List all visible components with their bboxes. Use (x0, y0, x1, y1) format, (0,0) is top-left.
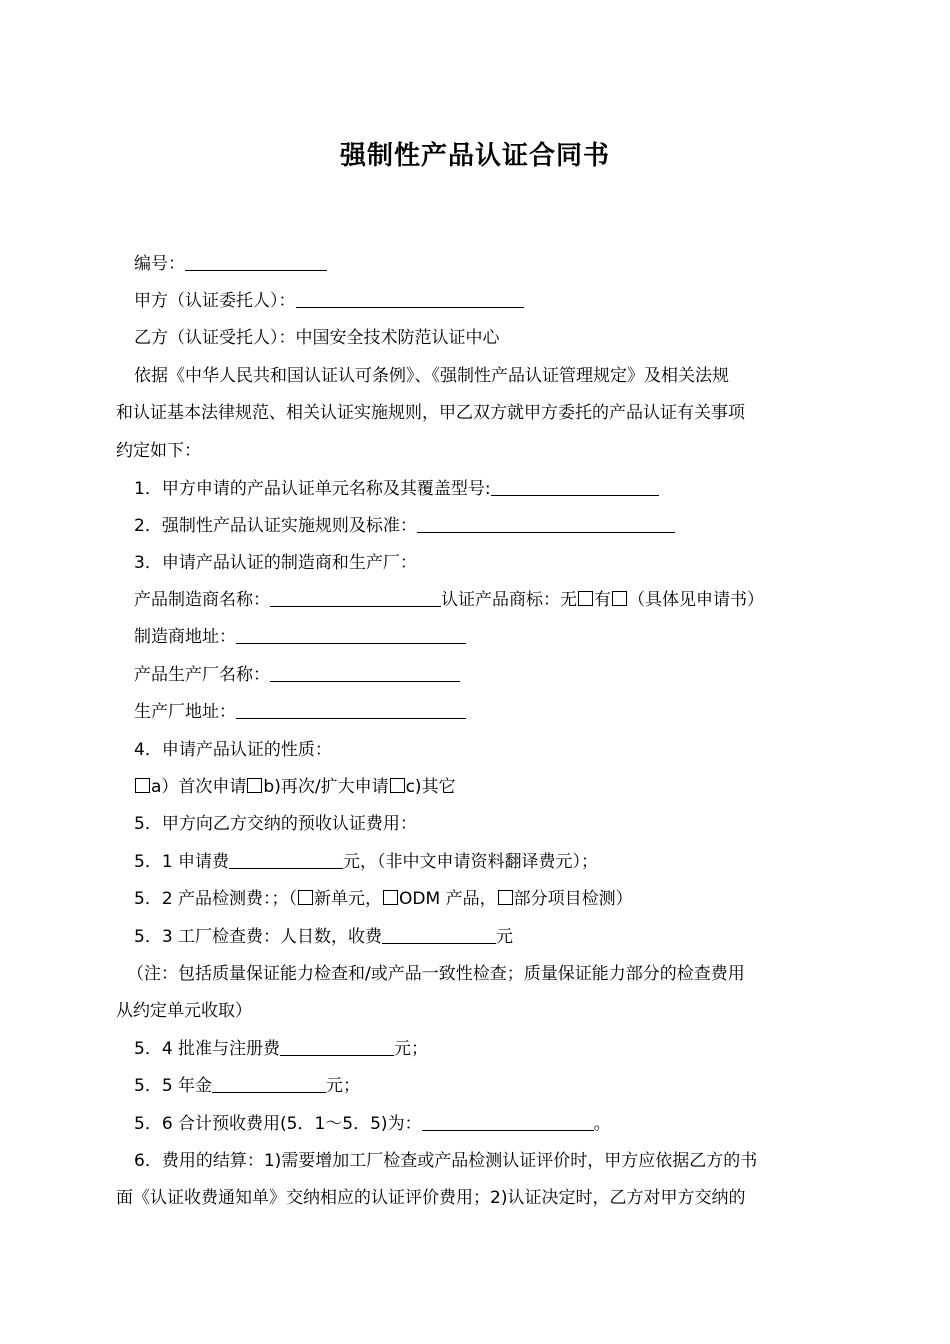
clause-1-blank[interactable] (491, 479, 659, 496)
first-application-label: a）首次申请 (151, 777, 247, 797)
clause-4-line: 4．申请产品认证的性质： (134, 740, 332, 760)
annual-fee-blank[interactable] (212, 1076, 326, 1093)
document-title: 强制性产品认证合同书 (339, 141, 610, 171)
manufacturer-name-blank[interactable] (270, 590, 441, 607)
clause-5-2-line (134, 888, 950, 910)
reapplication-label: b)再次/扩大申请 (263, 777, 389, 797)
approval-fee-suffix: 元； (394, 1039, 429, 1059)
clause-5-4-line (134, 1038, 950, 1060)
factory-name-line (134, 664, 950, 686)
clause-1-text: 1．甲方申请的产品认证单元名称及其覆盖型号: (134, 479, 491, 499)
trademark-label: 认证产品商标：无 (441, 590, 577, 610)
first-application-checkbox[interactable] (135, 778, 150, 793)
party-a-line (134, 290, 950, 312)
manufacturer-name-label: 产品制造商名称： (134, 590, 270, 610)
other-application-checkbox[interactable] (390, 778, 405, 793)
approval-fee-label: 5．4 批准与注册费 (134, 1039, 281, 1059)
contract-number-line (134, 253, 950, 275)
approval-fee-blank[interactable] (280, 1039, 394, 1056)
partial-testing-checkbox[interactable] (498, 890, 513, 905)
manufacturer-address-blank[interactable] (236, 627, 466, 644)
factory-name-blank[interactable] (270, 665, 460, 682)
factory-address-line (134, 701, 950, 723)
note-line-2: 从约定单元收取） (116, 1001, 252, 1021)
odm-product-checkbox[interactable] (383, 890, 398, 905)
trademark-yes-label: 有 (594, 590, 611, 610)
other-application-label: c)其它 (405, 777, 456, 797)
clause-3-line: 3．申请产品认证的制造商和生产厂： (134, 553, 417, 573)
contract-number-label: 编号： (134, 254, 185, 274)
partial-testing-label: 部分项目检测） (513, 889, 633, 909)
party-a-blank[interactable] (296, 291, 524, 308)
annual-fee-label: 5．5 年金 (134, 1076, 213, 1096)
preamble-line-3: 约定如下： (116, 441, 201, 461)
clause-2-line (134, 515, 950, 537)
factory-address-label: 生产厂地址： (134, 702, 236, 722)
application-fee-blank[interactable] (229, 852, 343, 869)
testing-fee-label: 5．2 产品检测费：；（ (134, 889, 298, 909)
new-unit-checkbox[interactable] (298, 890, 313, 905)
preamble-line-2: 和认证基本法律规范、相关认证实施规则，甲乙双方就甲方委托的产品认证有关事项 (116, 403, 745, 423)
clause-5-6-line (134, 1113, 950, 1135)
clause-5-1-line (134, 851, 950, 873)
clause-6-line-2: 面《认证收费通知单》交纳相应的认证评价费用；2)认证决定时，乙方对甲方交纳的 (116, 1188, 746, 1208)
application-fee-label: 5．1 申请费 (134, 852, 230, 872)
total-fee-label: 5．6 合计预收费用(5．1～5．5)为： (134, 1114, 422, 1134)
trademark-no-checkbox[interactable] (578, 591, 593, 606)
clause-5-5-line (134, 1075, 950, 1097)
clause-5-3-line (134, 926, 950, 948)
party-b-line: 乙方（认证受托人）：中国安全技术防范认证中心 (134, 328, 500, 348)
odm-product-label: ODM 产品， (399, 889, 497, 909)
total-fee-suffix: 。 (593, 1114, 611, 1134)
factory-name-label: 产品生产厂名称： (134, 665, 270, 685)
new-unit-label: 新单元， (314, 889, 383, 909)
clause-4-options-line (134, 776, 950, 798)
note-line-1: （注：包括质量保证能力检查和/或产品一致性检查；质量保证能力部分的检查费用 (127, 964, 745, 984)
clause-6-line-1: 6．费用的结算：1)需要增加工厂检查或产品检测认证评价时，甲方应依据乙方的书 (134, 1151, 758, 1171)
clause-1-line (134, 478, 950, 500)
manufacturer-name-line (134, 589, 950, 611)
clause-2-blank[interactable] (417, 516, 675, 533)
trademark-note: （具体见申请书） (628, 590, 764, 610)
reapplication-checkbox[interactable] (247, 778, 262, 793)
manufacturer-address-line (134, 626, 950, 648)
contract-number-blank[interactable] (185, 254, 327, 271)
factory-inspection-fee-suffix: 元 (496, 927, 514, 947)
manufacturer-address-label: 制造商地址： (134, 627, 236, 647)
factory-inspection-fee-blank[interactable] (382, 927, 496, 944)
party-a-label: 甲方（认证委托人）： (134, 291, 296, 311)
preamble-line-1: 依据《中华人民共和国认证认可条例》、《强制性产品认证管理规定》及相关法规 (134, 366, 729, 386)
factory-inspection-fee-label: 5．3 工厂检查费：人日数，收费 (134, 927, 383, 947)
application-fee-suffix: 元，（非中文申请资料翻译费元）； (343, 852, 599, 872)
clause-5-line: 5．甲方向乙方交纳的预收认证费用： (134, 814, 417, 834)
annual-fee-suffix: 元； (326, 1076, 361, 1096)
factory-address-blank[interactable] (236, 702, 466, 719)
clause-2-text: 2．强制性产品认证实施规则及标准： (134, 516, 417, 536)
total-fee-blank[interactable] (422, 1114, 594, 1131)
trademark-yes-checkbox[interactable] (612, 591, 627, 606)
